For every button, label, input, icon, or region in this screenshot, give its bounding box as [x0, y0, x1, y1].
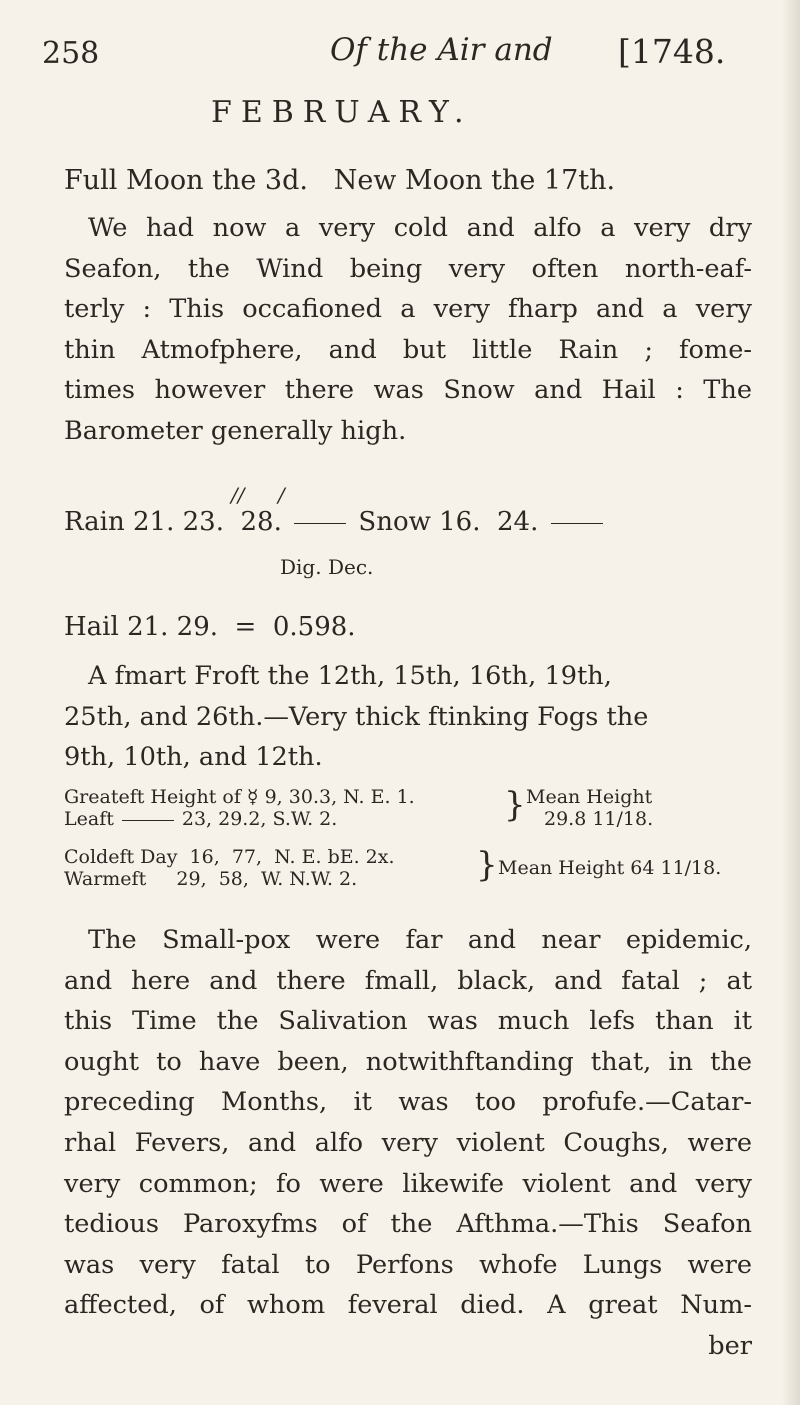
text-line: tedious Paroxyfms of the Afthma.—This Seafon [64, 1209, 752, 1240]
disease-paragraph [64, 920, 752, 1367]
rain-label: Rain 21. [64, 507, 175, 537]
text-line: ought to have been, notwithftanding that, in the [64, 1046, 752, 1077]
text-line: A fmart Froft the 12th, 15th, 16th, 19th, [88, 661, 612, 691]
frost-paragraph [64, 656, 752, 778]
text-line: thin Atmofphere, and but little Rain ; fome- [64, 334, 752, 365]
dash-rule [122, 820, 174, 821]
mean-heat: Mean Height 64 11/18. [498, 857, 722, 879]
text-line: We had now a very cold and alfo a very dry [88, 213, 752, 243]
warmest-day: Warmeft 29, 58, W. N.W. 2. [64, 868, 358, 890]
rain-marks-a: // [231, 483, 245, 507]
text-line: was very fatal to Perfons whofe Lungs were [64, 1249, 752, 1280]
text-line: affected, of whom feveral died. A great Num- [64, 1290, 752, 1321]
rain-line [64, 507, 607, 537]
page-number: 258 [42, 36, 100, 71]
mean-height-value: 29.8 11/18. [544, 808, 654, 830]
text-line: 25th, and 26th.—Very thick ftinking Fogs the [64, 701, 649, 732]
text-line: terly : This occafioned a very fharp and a very [64, 294, 752, 325]
catchword: ber [708, 1330, 752, 1361]
hail-record: Hail 21. 29. = 0.598. [64, 612, 356, 642]
text-line: Seafon, the Wind being very often north-eaf- [64, 253, 752, 284]
text-line: The Small-pox were far and near epidemic, [88, 925, 752, 955]
text-line: and here and there fmall, black, and fatal ; at [64, 965, 752, 996]
weather-paragraph [64, 208, 752, 452]
text-line: rhal Fevers, and alfo very violent Coughs, were [64, 1127, 752, 1158]
dash-rule [294, 523, 346, 524]
coldest-day: Coldeft Day 16, 77, N. E. bE. 2x. [64, 846, 395, 868]
moon-phases: Full Moon the 3d. New Moon the 17th. [64, 165, 616, 196]
month-heading: FEBRUARY. [211, 95, 473, 130]
greatest-height: Greateft Height of ☿ 9, 30.3, N. E. 1. [64, 786, 415, 808]
rain-days: 23. 28. [182, 507, 282, 537]
least-height: 23, 29.2, S.W. 2. [181, 808, 338, 830]
mean-height-label: Mean Height [526, 786, 653, 808]
running-title: Of the Air and [330, 32, 553, 68]
snow-days: Snow 16. 24. [358, 507, 539, 537]
text-line: this Time the Salivation was much lefs than it [64, 1006, 752, 1037]
running-year: [1748. [618, 32, 726, 71]
brace-glyph: } [504, 785, 526, 825]
text-line: very common; fo were likewife violent and very [64, 1168, 752, 1199]
rain-marks-b: / [278, 483, 285, 507]
brace-glyph: } [476, 845, 498, 885]
dash-rule [551, 523, 603, 524]
dig-dec-label: Dig. Dec. [280, 555, 374, 579]
text-line: Barometer generally high. [64, 415, 407, 446]
least-label: Leaft [64, 808, 114, 830]
running-header [40, 28, 770, 78]
text-line: times however there was Snow and Hail : The [64, 375, 752, 406]
rain-record [64, 483, 764, 603]
text-line: preceding Months, it was too profufe.—Catar- [64, 1087, 752, 1118]
least-height-row [64, 808, 337, 830]
page-edge-shadow [782, 0, 800, 1405]
text-line: 9th, 10th, and 12th. [64, 742, 323, 773]
